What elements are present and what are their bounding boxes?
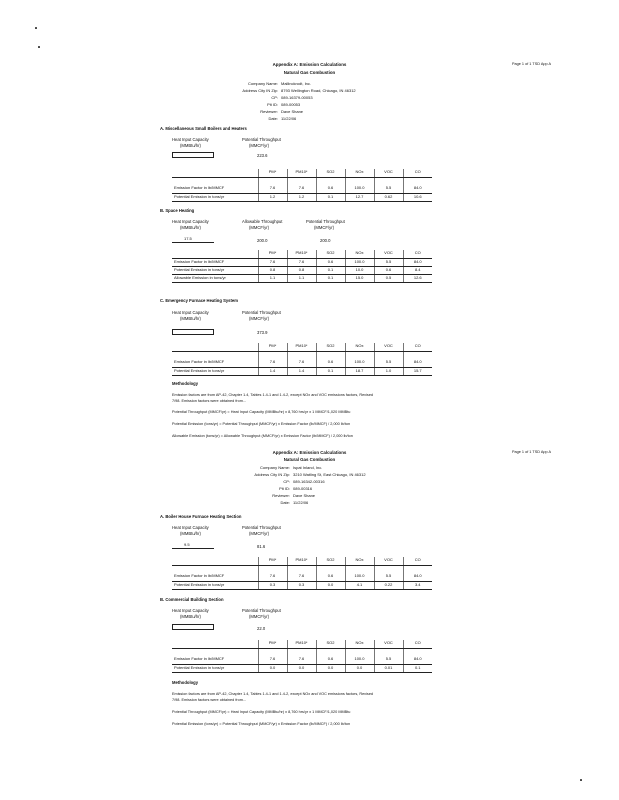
info-key: Date: — [268, 116, 278, 121]
info-value: Dave Shane — [281, 109, 304, 114]
table-cell: 5.5 — [374, 359, 403, 367]
throughput-value: 22.0 — [257, 626, 266, 631]
table-cell: 10.0 — [345, 266, 374, 274]
col-header: SO2 — [316, 640, 345, 648]
col-header: PM10* — [287, 250, 316, 258]
info-value: 089-00316 — [293, 486, 313, 491]
col-header: PM* — [258, 343, 287, 351]
info-key: Plt ID: — [279, 486, 290, 491]
capacity-value-box — [172, 329, 214, 335]
table-cell: 0.6 — [316, 656, 345, 664]
page2-subtitle: Natural Gas Combustion — [283, 457, 336, 462]
col-header: CO — [403, 640, 432, 648]
throughput-label: Potential Throughput — [242, 137, 281, 142]
emissions-table — [172, 343, 432, 376]
section-title: B. Commercial Building Section — [160, 597, 224, 602]
throughput-label: Potential Throughput — [242, 310, 281, 315]
methodology-line: 7/98. Emission factors were obtained from... — [172, 399, 247, 403]
col-header: NOx — [345, 557, 374, 565]
table-cell: 0.0 — [258, 664, 287, 672]
table-cell: 100.0 — [345, 359, 374, 367]
info-value: 3210 Watling St, East Chicago, IN 46312 — [293, 472, 366, 477]
throughput-unit: (MMCF/yr) — [249, 225, 269, 230]
section-title: B. Space Heating — [160, 208, 195, 213]
table-cell: 5.5 — [374, 573, 403, 581]
table-cell: 12.6 — [403, 274, 432, 282]
table-cell: 0.3 — [258, 581, 287, 589]
info-key: Address City IN Zip: — [254, 472, 290, 477]
info-key: CP: — [271, 95, 278, 100]
methodology-line: Potential Throughput (MMCF/yr) = Heat Input Capacity (MMBtu/hr) x 8,760 hrs/yr x 1 MMCF/1,020 MMBtu — [172, 410, 351, 414]
table-cell: 8.4 — [403, 266, 432, 274]
throughput-value: 223.6 — [257, 153, 268, 158]
col-header: NOx — [345, 169, 374, 177]
capacity-label: Heat Input Capacity — [172, 310, 209, 315]
table-cell: 7.6 — [287, 185, 316, 193]
section-title: C. Emergency Furnace Heating System — [160, 298, 238, 303]
methodology-line: Emission factors are from AP-42, Chapter 1.4, Tables 1.4-1 and 1.4-2, except NOx and VOC emissions factors, Revised — [172, 692, 374, 696]
scan-speck — [38, 46, 40, 48]
page2-title: Appendix A: Emission Calculations — [272, 450, 347, 455]
capacity-label: Heat Input Capacity — [172, 608, 209, 613]
info-key: Company Name: — [247, 81, 278, 86]
info-value: Dave Shane — [293, 493, 316, 498]
capacity-label: Heat Input Capacity — [172, 137, 209, 142]
col-header: CO — [403, 343, 432, 351]
throughput-unit: (MMCF/yr) — [249, 143, 269, 148]
throughput-unit: (MMCF/yr) — [249, 614, 269, 619]
scan-speck — [35, 27, 37, 29]
row-label: Potential Emission in tons/yr — [172, 193, 258, 201]
table-cell: 10.6 — [403, 193, 432, 201]
info-value: 11/22/06 — [293, 500, 309, 505]
table-cell: 5.5 — [374, 185, 403, 193]
emissions-table — [172, 640, 432, 673]
info-value: 089-16379-00053 — [281, 95, 313, 100]
info-value: 11/22/06 — [281, 116, 297, 121]
methodology-title: Methodology — [172, 680, 199, 685]
col-header: NOx — [345, 250, 374, 258]
page1-title: Appendix A: Emission Calculations — [272, 62, 347, 67]
info-value: 089-16342-00316 — [293, 479, 325, 484]
table-cell: 4.1 — [345, 581, 374, 589]
table-cell: 0.0 — [316, 581, 345, 589]
col-header: PM10* — [287, 169, 316, 177]
table-cell: 0.22 — [374, 581, 403, 589]
page1-page-label: Page 1 of 1 TSD App A — [512, 62, 551, 66]
info-value: Ispat Inland, Inc. — [293, 465, 323, 470]
throughput-value: 373.9 — [257, 330, 268, 335]
throughput-value: 81.6 — [257, 544, 266, 549]
table-cell: 1.0 — [374, 367, 403, 375]
col-header: CO — [403, 250, 432, 258]
capacity-label: Heat Input Capacity — [172, 219, 209, 224]
table-cell: 84.0 — [403, 573, 432, 581]
col-header: PM* — [258, 250, 287, 258]
section-title: A. Miscellaneous Small Boilers and Heaters — [160, 126, 247, 131]
col-header: NOx — [345, 343, 374, 351]
table-cell: 0.6 — [316, 573, 345, 581]
throughput2-label: Potential Throughput — [306, 219, 345, 224]
info-value: 089-00053 — [281, 102, 301, 107]
col-header: PM10* — [287, 343, 316, 351]
info-key: Plt ID: — [267, 102, 278, 107]
row-label: Emission Factor in lb/MMCF — [172, 656, 258, 664]
row-label: Emission Factor in lb/MMCF — [172, 573, 258, 581]
table-cell: 18.7 — [345, 367, 374, 375]
capacity-value-box — [172, 624, 214, 630]
col-header: CO — [403, 557, 432, 565]
table-cell: 84.0 — [403, 359, 432, 367]
table-cell: 0.0 — [345, 664, 374, 672]
row-label: Allowable Emission in tons/yr — [172, 274, 258, 282]
info-key: Address City IN Zip: — [242, 88, 278, 93]
info-value: Mallinckrodt, Inc. — [281, 81, 312, 86]
table-cell: 84.0 — [403, 656, 432, 664]
col-header: SO2 — [316, 557, 345, 565]
methodology-line: Potential Throughput (MMCF/yr) = Heat Input Capacity (MMBtu/hr) x 8,760 hrs/yr x 1 MMCF/1,020 MMBtu — [172, 710, 351, 714]
table-cell: 1.2 — [258, 193, 287, 201]
table-cell: 5.5 — [374, 258, 403, 266]
table-cell: 7.6 — [258, 258, 287, 266]
capacity-value-box: 17.5 — [172, 237, 214, 243]
table-cell: 0.6 — [316, 359, 345, 367]
emissions-table — [172, 557, 432, 590]
table-cell: 100.0 — [345, 656, 374, 664]
table-cell: 100.0 — [345, 573, 374, 581]
table-cell: 12.7 — [345, 193, 374, 201]
table-cell: 100.0 — [345, 258, 374, 266]
col-header: SO2 — [316, 169, 345, 177]
col-header: PM* — [258, 557, 287, 565]
col-header: VOC — [374, 343, 403, 351]
capacity-unit: (MMBtu/hr) — [180, 614, 201, 619]
table-cell: 1.1 — [258, 274, 287, 282]
info-key: Date: — [280, 500, 290, 505]
table-cell: 7.6 — [287, 359, 316, 367]
table-cell: 0.3 — [287, 581, 316, 589]
section-title: A. Boiler House Furnace Heating Section — [160, 514, 242, 519]
col-header: NOx — [345, 640, 374, 648]
row-label: Emission Factor in lb/MMCF — [172, 359, 258, 367]
table-cell: 5.5 — [374, 656, 403, 664]
info-key: Reviewer: — [272, 493, 290, 498]
table-cell: 0.0 — [287, 664, 316, 672]
col-header: VOC — [374, 250, 403, 258]
capacity-value-box — [172, 152, 214, 158]
table-cell: 0.6 — [374, 266, 403, 274]
throughput-value: 200.0 — [257, 238, 268, 243]
info-key: Company Name: — [259, 465, 290, 470]
methodology-line: Allowable Emission (tons/yr) = Allowable Throughput (MMCF/yr) x Emission Factor (lb/MMCF) / 2,000 lb/ton — [172, 434, 353, 438]
table-cell: 7.6 — [258, 573, 287, 581]
table-cell: 15.0 — [345, 274, 374, 282]
table-cell: 1.4 — [287, 367, 316, 375]
table-cell: 0.6 — [316, 258, 345, 266]
capacity-unit: (MMBtu/hr) — [180, 531, 201, 536]
col-header: PM* — [258, 640, 287, 648]
scan-speck — [580, 779, 582, 781]
table-cell: 0.0 — [316, 664, 345, 672]
col-header: VOC — [374, 640, 403, 648]
table-cell: 0.01 — [374, 664, 403, 672]
table-cell: 7.6 — [287, 573, 316, 581]
page1-subtitle: Natural Gas Combustion — [283, 70, 336, 75]
col-header: VOC — [374, 169, 403, 177]
table-cell: 84.0 — [403, 258, 432, 266]
throughput-label: Allowable Throughput — [242, 219, 283, 224]
info-value: 8793 Wellington Road, Chicago, IN 46312 — [281, 88, 356, 93]
table-cell: 1.2 — [287, 193, 316, 201]
capacity-unit: (MMBtu/hr) — [180, 225, 201, 230]
table-cell: 7.6 — [287, 258, 316, 266]
emissions-table — [172, 250, 432, 283]
row-label: Emission Factor in lb/MMCF — [172, 258, 258, 266]
table-cell: 0.6 — [316, 185, 345, 193]
table-cell: 0.8 — [287, 266, 316, 274]
col-header: PM10* — [287, 557, 316, 565]
table-cell: 1.4 — [258, 367, 287, 375]
capacity-label: Heat Input Capacity — [172, 525, 209, 530]
table-cell: 7.6 — [258, 185, 287, 193]
col-header: PM10* — [287, 640, 316, 648]
table-cell: 0.62 — [374, 193, 403, 201]
throughput2-unit: (MMCF/yr) — [314, 225, 334, 230]
throughput-unit: (MMCF/yr) — [249, 316, 269, 321]
row-label: Potential Emission in tons/yr — [172, 581, 258, 589]
throughput-label: Potential Throughput — [242, 608, 281, 613]
row-label: Potential Emission in tons/yr — [172, 664, 258, 672]
row-label: Emission Factor in lb/MMCF — [172, 185, 258, 193]
table-cell: 7.6 — [287, 656, 316, 664]
table-cell: 0.1 — [316, 274, 345, 282]
info-key: CP: — [283, 479, 290, 484]
methodology-title: Methodology — [172, 381, 199, 386]
throughput-unit: (MMCF/yr) — [249, 531, 269, 536]
table-cell: 0.1 — [316, 193, 345, 201]
table-cell: 0.1 — [403, 664, 432, 672]
methodology-line: Potential Emission (tons/yr) = Potential Throughput (MMCF/yr) x Emission Factor (lb/MMCF) / 2,000 lb/ton — [172, 722, 351, 726]
methodology-line: 7/98. Emission factors were obtained from... — [172, 698, 247, 702]
table-cell: 3.4 — [403, 581, 432, 589]
capacity-unit: (MMBtu/hr) — [180, 316, 201, 321]
table-cell: 0.5 — [374, 274, 403, 282]
table-cell: 1.1 — [287, 274, 316, 282]
col-header: VOC — [374, 557, 403, 565]
capacity-value-box: 9.5 — [172, 543, 214, 549]
col-header: PM* — [258, 169, 287, 177]
table-cell: 84.0 — [403, 185, 432, 193]
table-cell: 100.0 — [345, 185, 374, 193]
col-header: SO2 — [316, 250, 345, 258]
row-label: Potential Emission in tons/yr — [172, 367, 258, 375]
row-label: Potential Emission in tons/yr — [172, 266, 258, 274]
col-header: CO — [403, 169, 432, 177]
throughput2-value: 200.0 — [320, 238, 331, 243]
page2-page-label: Page 1 of 1 TSD App A — [512, 450, 551, 454]
table-cell: 0.1 — [316, 266, 345, 274]
col-header: SO2 — [316, 343, 345, 351]
capacity-unit: (MMBtu/hr) — [180, 143, 201, 148]
table-cell: 7.6 — [258, 656, 287, 664]
table-cell: 0.8 — [258, 266, 287, 274]
table-cell: 0.1 — [316, 367, 345, 375]
throughput-label: Potential Throughput — [242, 525, 281, 530]
table-cell: 15.7 — [403, 367, 432, 375]
info-key: Reviewer: — [260, 109, 278, 114]
methodology-line: Potential Emission (tons/yr) = Potential Throughput (MMCF/yr) x Emission Factor (lb/MMCF) / 2,000 lb/ton — [172, 422, 351, 426]
methodology-line: Emission factors are from AP-42, Chapter 1.4, Tables 1.4-1 and 1.4-2, except NOx and VOC emissions factors, Revised — [172, 393, 374, 397]
table-cell: 7.6 — [258, 359, 287, 367]
emissions-table — [172, 169, 432, 202]
